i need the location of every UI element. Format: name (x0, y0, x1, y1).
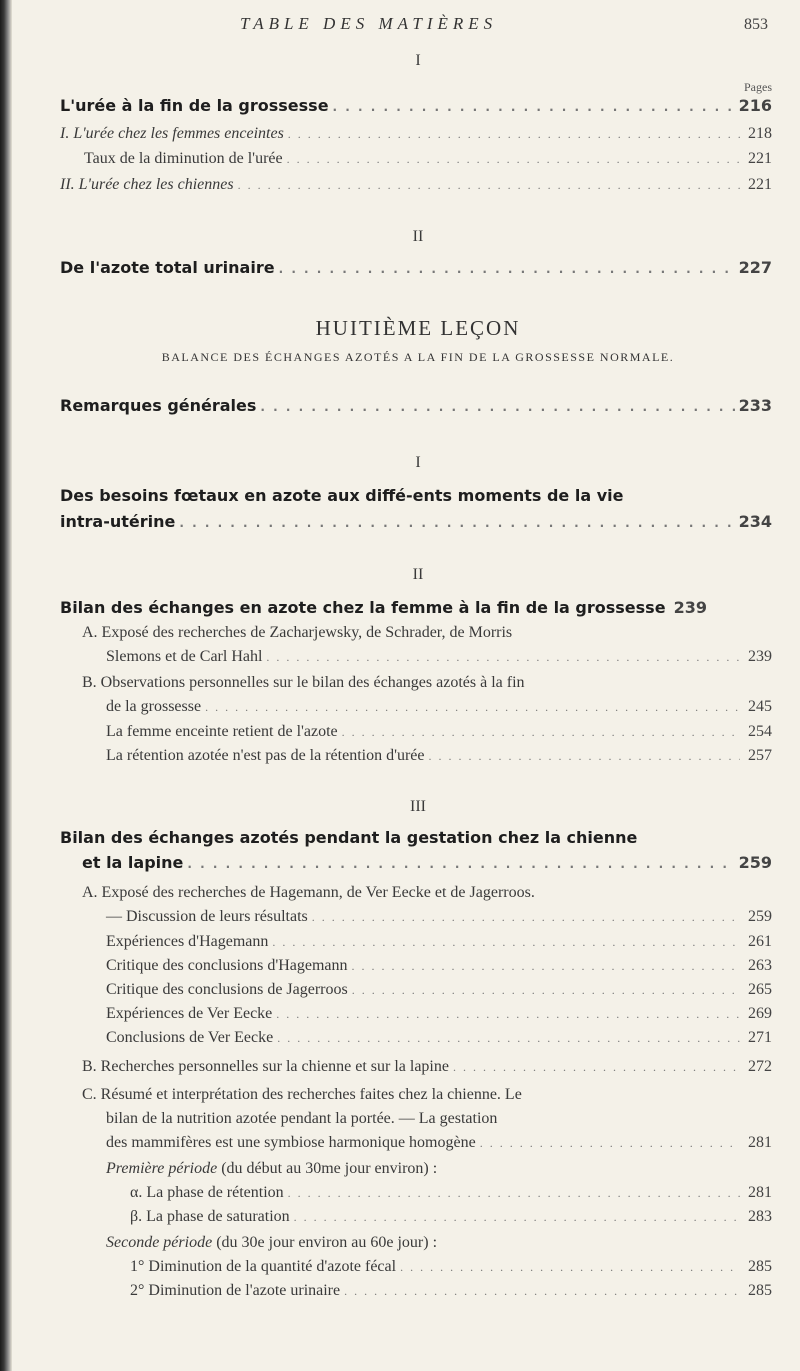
toc-entry-page: 283 (748, 1208, 772, 1225)
toc-entry-text: 1° Diminution de la quantité d'azote fécal (130, 1258, 397, 1275)
part-i-title-line1: Des besoins fœtaux en azote aux diffé‐ents moments de la vie (60, 486, 624, 505)
dot-leader (187, 857, 734, 871)
part-iii-c-line2: bilan de la nutrition azotée pendant la portée. — La gestation (106, 1110, 498, 1127)
toc-entry-page: 239 (748, 648, 772, 665)
toc-entry-page: 218 (748, 125, 772, 142)
table-of-contents-page (60, 0, 776, 1371)
first-period-line (106, 1160, 437, 1178)
toc-entry-text: Critique des conclusions d'Hagemann (106, 957, 348, 974)
toc-entry-text: II. L'urée chez les chiennes (60, 176, 234, 193)
toc-entry-text: de la grossesse (106, 698, 202, 715)
toc-entry-text: L'urée à la fin de la grossesse (60, 96, 329, 115)
dot-leader (480, 1136, 740, 1151)
toc-entry-phase-saturation[interactable] (130, 1208, 772, 1226)
toc-entry-azote-total-urinaire[interactable] (60, 258, 772, 277)
toc-entry-text: De l'azote total urinaire (60, 258, 275, 277)
first-period-detail: (du début au 30me jour environ) : (221, 1160, 438, 1177)
toc-entry-azote-fecal[interactable] (130, 1258, 772, 1276)
part-iii-a-line1: A. Exposé des recherches de Hagemann, de Ver Eecke et de Jagerroos. (82, 884, 535, 901)
part-ii-a-line1: A. Exposé des recherches de Zacharjewsky, de Schrader, de Morris (82, 624, 513, 641)
section-i-heading: I (415, 52, 421, 69)
dot-leader (312, 910, 740, 925)
toc-entry-page: 271 (748, 1029, 772, 1046)
part-ii-b-line1: B. Observations personnelles sur le bilan des échanges azotés à la fin (82, 674, 525, 691)
dot-leader (272, 935, 740, 950)
toc-entry-page: 216 (738, 96, 772, 115)
dot-leader (352, 983, 740, 998)
toc-entry-text: La rétention azotée n'est pas de la rétention d'urée (106, 747, 425, 764)
toc-entry-text: et la lapine (82, 853, 184, 872)
toc-entry-bilan-femme[interactable] (60, 598, 772, 617)
toc-entry-critique-hagemann[interactable] (106, 957, 772, 975)
toc-entry-page: 281 (748, 1184, 772, 1201)
dot-leader (288, 1186, 740, 1201)
book-binding-edge (0, 0, 12, 1371)
toc-entry-text: α. La phase de rétention (130, 1184, 284, 1201)
toc-entry-page: 221 (748, 150, 772, 167)
toc-entry-text: La femme enceinte retient de l'azote (106, 723, 338, 740)
running-header (60, 8, 776, 42)
toc-entry-text: β. La phase de saturation (130, 1208, 290, 1225)
second-period-line (106, 1234, 437, 1252)
dot-leader (179, 516, 734, 530)
dot-leader (266, 650, 740, 665)
toc-entry-critique-jagerroos[interactable] (106, 981, 772, 999)
toc-entry-page: 269 (748, 1005, 772, 1022)
dot-leader (238, 178, 740, 193)
toc-entry-part-ii-a[interactable] (106, 648, 772, 666)
toc-entry-page: 285 (748, 1258, 772, 1275)
toc-entry-azote-urinaire[interactable] (130, 1282, 772, 1300)
toc-entry-femme-retient-azote[interactable] (106, 723, 772, 741)
toc-entry-text: Expériences d'Hagemann (106, 933, 269, 950)
toc-entry-page: 259 (738, 853, 772, 872)
dot-leader (260, 400, 734, 414)
toc-entry-text: Slemons et de Carl Hahl (106, 648, 263, 665)
toc-entry-page: 254 (748, 723, 772, 740)
toc-entry-page: 263 (748, 957, 772, 974)
toc-entry-page: 272 (748, 1058, 772, 1075)
dot-leader (400, 1260, 740, 1275)
dot-leader (352, 959, 741, 974)
dot-leader (287, 152, 740, 167)
toc-entry-page: 239 (673, 598, 707, 617)
part-ii-heading: II (412, 566, 424, 583)
dot-leader (453, 1060, 740, 1075)
dot-leader (333, 100, 735, 114)
page-number: 853 (744, 16, 768, 33)
dot-leader (277, 1031, 740, 1046)
toc-entry-retention-azotee[interactable] (106, 747, 772, 765)
toc-entry-bilan-chienne-lapine[interactable] (82, 853, 772, 872)
dot-leader (279, 262, 735, 276)
toc-entry-page: 259 (748, 908, 772, 925)
toc-entry-page: 261 (748, 933, 772, 950)
pages-column-label: Pages (744, 80, 772, 94)
toc-entry-text: Remarques générales (60, 396, 257, 415)
toc-entry-phase-retention[interactable] (130, 1184, 772, 1202)
toc-entry-page: 227 (738, 258, 772, 277)
toc-entry-text: intra-utérine (60, 512, 176, 531)
first-period-label: Première période (106, 1160, 218, 1177)
toc-entry-conclusions-ver-eecke[interactable] (106, 1029, 772, 1047)
toc-entry-remarques-generales[interactable] (60, 396, 772, 415)
toc-entry-page: 234 (738, 512, 772, 531)
toc-entry-part-iii-b[interactable] (82, 1058, 772, 1076)
dot-leader (288, 127, 740, 142)
toc-entry-besoins-foetaux[interactable] (60, 512, 772, 531)
toc-entry-page: 245 (748, 698, 772, 715)
toc-entry-page: 281 (748, 1134, 772, 1151)
toc-entry-text: I. L'urée chez les femmes enceintes (60, 125, 284, 142)
toc-entry-uree-femmes-enceintes[interactable] (60, 125, 772, 143)
running-title: TABLE DES MATIÈRES (240, 14, 498, 33)
toc-entry-uree-fin-grossesse[interactable] (60, 96, 772, 115)
dot-leader (342, 725, 740, 740)
toc-entry-text: Expériences de Ver Eecke (106, 1005, 273, 1022)
toc-entry-text: 2° Diminution de l'azote urinaire (130, 1282, 341, 1299)
toc-entry-text: Taux de la diminution de l'urée (84, 150, 283, 167)
toc-entry-text: B. Recherches personnelles sur la chienne et sur la lapine (82, 1058, 449, 1075)
toc-entry-page: 265 (748, 981, 772, 998)
toc-entry-part-iii-c[interactable] (106, 1134, 772, 1152)
toc-entry-experiences-ver-eecke[interactable] (106, 1005, 772, 1023)
toc-entry-taux-diminution[interactable] (84, 150, 772, 168)
toc-entry-text: Critique des conclusions de Jagerroos (106, 981, 348, 998)
lesson-title: HUITIÈME LEÇON (315, 316, 521, 340)
toc-entry-page: 257 (748, 747, 772, 764)
dot-leader (294, 1210, 740, 1225)
dot-leader (429, 749, 740, 764)
toc-entry-page: 233 (738, 396, 772, 415)
dot-leader (205, 700, 740, 715)
toc-entry-text: Bilan des échanges en azote chez la femme à la fin de la grossesse (60, 598, 666, 617)
section-ii-heading: II (412, 228, 424, 245)
second-period-label: Seconde période (106, 1234, 213, 1251)
second-period-detail: (du 30e jour environ au 60e jour) : (216, 1234, 438, 1251)
toc-entry-page: 221 (748, 176, 772, 193)
toc-entry-text: Conclusions de Ver Eecke (106, 1029, 274, 1046)
toc-entry-text: — Discussion de leurs résultats (106, 908, 308, 925)
dot-leader (276, 1007, 740, 1022)
part-i-heading: I (415, 454, 421, 471)
part-iii-c-line1: C. Résumé et interprétation des recherches faites chez la chienne. Le (82, 1086, 522, 1103)
toc-entry-part-iii-a[interactable] (106, 908, 772, 926)
toc-entry-part-ii-b[interactable] (106, 698, 772, 716)
dot-leader (344, 1284, 740, 1299)
toc-entry-page: 285 (748, 1282, 772, 1299)
lesson-subtitle: BALANCE DES ÉCHANGES AZOTÉS A LA FIN DE LA GROSSESSE NORMALE. (161, 350, 675, 364)
toc-entry-experiences-hagemann[interactable] (106, 933, 772, 951)
toc-entry-uree-chiennes[interactable] (60, 176, 772, 194)
part-iii-heading: III (410, 798, 426, 815)
toc-entry-text: des mammifères est une symbiose harmonique homogène (106, 1134, 476, 1151)
part-iii-title-line1: Bilan des échanges azotés pendant la gestation chez la chienne (60, 828, 638, 847)
